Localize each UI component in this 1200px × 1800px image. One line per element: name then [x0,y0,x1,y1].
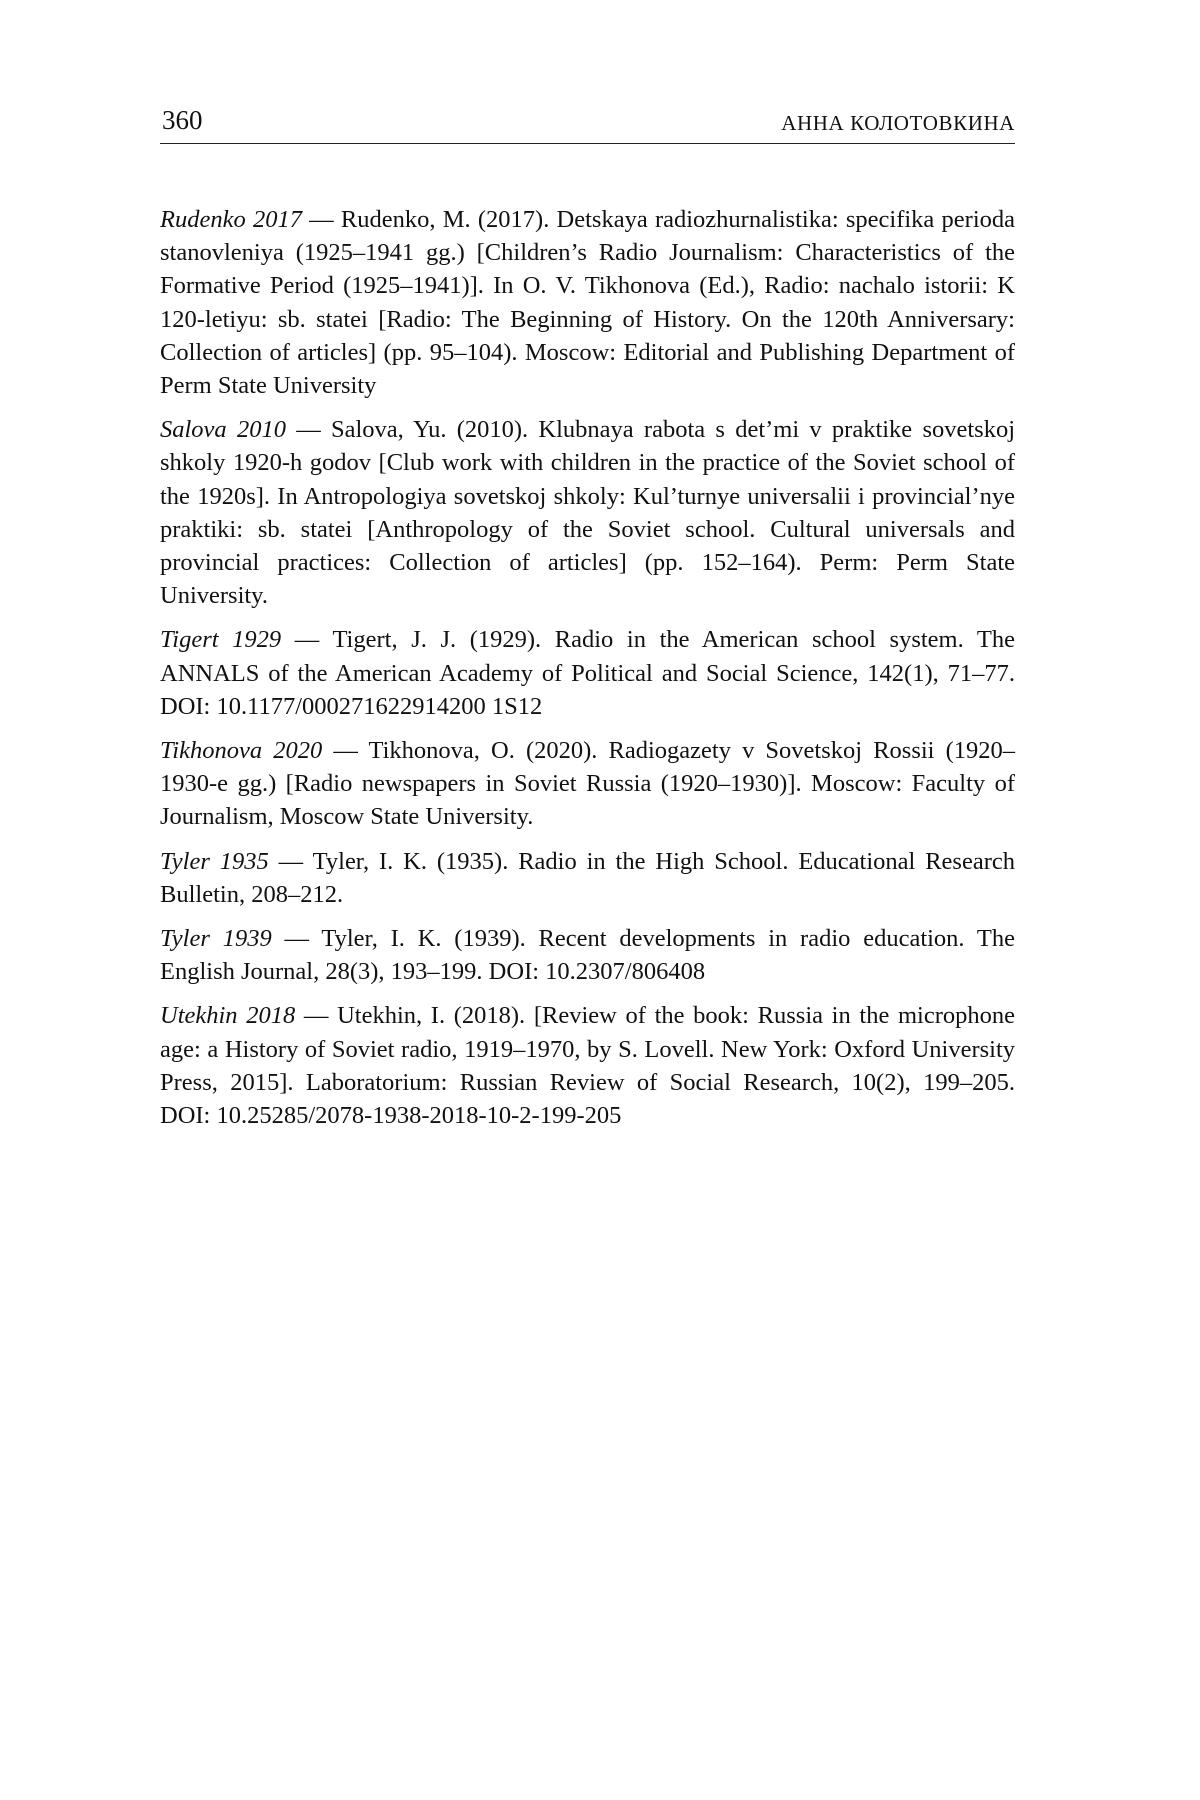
bibliography-list [160,203,1015,1143]
bibliography-entry [160,845,1015,911]
bibliography-entry [160,413,1015,612]
bibliography-entry [160,203,1015,402]
citation-text: — Tyler, I. K. (1935). Radio in the High School. Educational Research Bulletin, 208–212. [160,847,1015,908]
page-number: 360 [162,105,203,135]
citation-text: — Tikhonova, O. (2020). Radiogazety v Sovetskoj Rossii (1920–1930-e gg.) [Radio newspapers in Soviet Russia (1920–1930)]. Moscow: Faculty of Journalism, Moscow State University. [160,737,1015,831]
citation-key: Salova 2010 [160,416,286,444]
bibliography-entry [160,999,1015,1132]
citation-key: Utekhin 2018 [160,1002,296,1030]
citation-text: — Salova, Yu. (2010). Klubnaya rabota s det’mi v praktike sovetskoj shkoly 1920-h godov [Club work with children in the practice of the Soviet school of the 1920s]. In Antropologiya sovetskoj shkoly: Kul’turnye universalii i provincial’nye praktiki: sb. statei [Anthropology of the Soviet school. Cultural universals and provincial practices: Collection of articles] (pp. 152–164). Perm: Perm State University. [160,416,1015,610]
running-head [160,103,1015,144]
citation-text: — Tyler, I. K. (1939). Recent developments in radio education. The English Journal, 28(3), 193–199. DOI: 10.2307/806408 [160,925,1015,986]
citation-key: Tikhonova 2020 [160,737,323,765]
citation-key: Tyler 1939 [160,925,272,953]
bibliography-entry [160,623,1015,723]
bibliography-entry [160,922,1015,988]
citation-key: Tigert 1929 [160,626,282,654]
running-title: АННА КОЛОТОВКИНА [781,111,1015,135]
citation-key: Tyler 1935 [160,847,269,875]
citation-text: — Rudenko, M. (2017). Detskaya radiozhurnalistika: specifika perioda stanovleniya (1925–1941 gg.) [Children’s Radio Journalism: Characteristics of the Formative Period (1925–1941)]. In O. V. Tikhonova (Ed.), Radio: nachalo istorii: K 120-letiyu: sb. statei [Radio: The Beginning of History. On the 120th Anniversary: Collection of articles] (pp. 95–104). Moscow: Editorial and Publishing Department of Perm State University [160,206,1015,400]
citation-key: Rudenko 2017 [160,206,302,233]
bibliography-entry [160,734,1015,834]
citation-text: — Tigert, J. J. (1929). Radio in the American school system. The ANNALS of the American Academy of Political and Social Science, 142(1), 71–77. DOI: 10.1177/000271622914200 1S12 [160,626,1015,720]
citation-text: — Utekhin, I. (2018). [Review of the book: Russia in the microphone age: a History of Soviet radio, 1919–1970, by S. Lovell. New York: Oxford University Press, 2015]. Laboratorium: Russian Review of Social Research, 10(2), 199–205. DOI: 10.25285/2078-1938-2018-10-2-199-205 [160,1002,1016,1130]
